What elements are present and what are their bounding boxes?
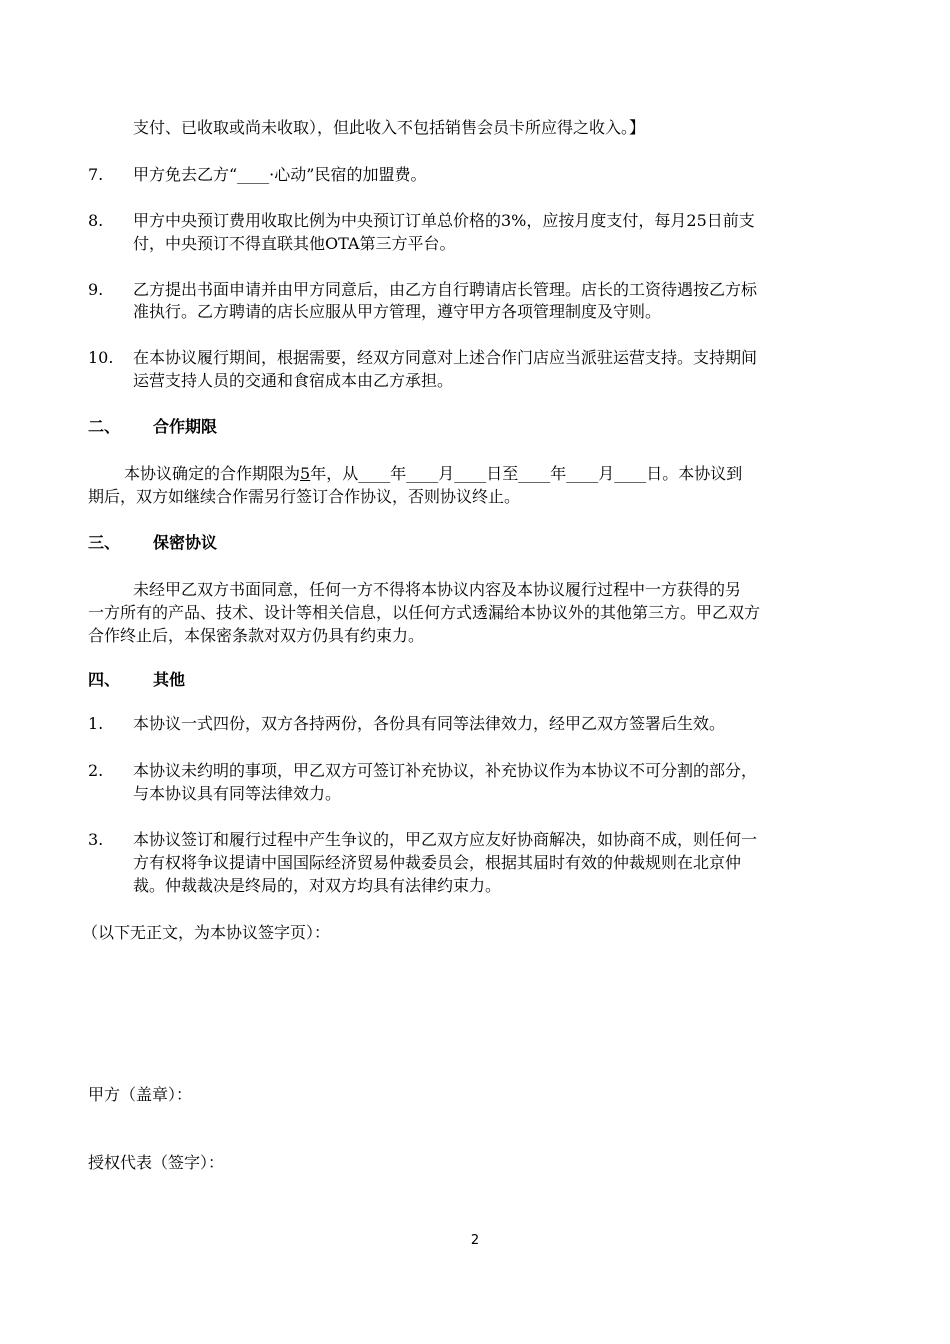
- section-heading: 合作期限: [153, 417, 218, 436]
- clause-number: 7.: [88, 165, 104, 184]
- clause-continuation: 支付、已收取或尚未收取），但此收入不包括销售会员卡所应得之收入。】: [133, 118, 646, 137]
- clause-9-text: 准执行。乙方聘请的店长应服从甲方管理，遵守甲方各项管理制度及守则。: [133, 302, 662, 321]
- other-clause-text: 与本协议具有同等法律效力。: [133, 784, 342, 803]
- confidentiality-text: 一方所有的产品、技术、设计等相关信息，以任何方式透漏给本协议外的其他第三方。甲乙双方: [88, 603, 761, 622]
- clause-number: 2.: [88, 761, 104, 780]
- term-years: 5: [300, 464, 311, 483]
- other-clause-text: 本协议签订和履行过程中产生争议的，甲乙双方应友好协商解决，如协商不成，则任何一: [133, 830, 758, 849]
- term-paragraph: [124, 464, 742, 484]
- section-heading: 其他: [153, 670, 186, 689]
- clause-number: 8.: [88, 211, 104, 230]
- other-clause-text: 方有权将争议提请中国国际经济贸易仲裁委员会，根据其届时有效的仲裁规则在北京仲: [133, 853, 742, 872]
- term-text: 本协议确定的合作期限为: [124, 464, 301, 483]
- clause-7-text: 甲方免去乙方“____·心动”民宿的加盟费。: [133, 165, 427, 184]
- confidentiality-text: 合作终止后，本保密条款对双方仍具有约束力。: [88, 626, 425, 645]
- other-clause-text: 裁。仲裁裁决是终局的，对双方均具有法律约束力。: [133, 876, 502, 895]
- section-number: 三、: [88, 533, 121, 552]
- section-heading: 保密协议: [153, 533, 218, 552]
- clause-number: 9.: [88, 280, 104, 299]
- section-number: 四、: [88, 670, 121, 689]
- clause-10-text: 在本协议履行期间，根据需要，经双方同意对上述合作门店应当派驻运营支持。支持期间: [133, 348, 758, 367]
- clause-number: 1.: [88, 714, 104, 733]
- term-text: 期后，双方如继续合作需另行签订合作协议，否则协议终止。: [88, 487, 521, 506]
- clause-8-text: 付，中央预订不得直联其他OTA第三方平台。: [133, 234, 456, 253]
- clause-number: 3.: [88, 830, 104, 849]
- party-a-seal-label: 甲方（盖章）：: [88, 1085, 193, 1104]
- term-text: 年，从____年____月____日至____年____月____日。本协议到: [310, 464, 743, 483]
- closing-note: （以下无正文，为本协议签字页）：: [82, 923, 331, 942]
- clause-9-text: 乙方提出书面申请并由甲方同意后，由乙方自行聘请店长管理。店长的工资待遇按乙方标: [133, 280, 758, 299]
- representative-signature-label: 授权代表（签字）：: [88, 1153, 225, 1172]
- section-number: 二、: [88, 417, 121, 436]
- clause-number: 10.: [88, 348, 114, 367]
- clause-10-text: 运营支持人员的交通和食宿成本由乙方承担。: [133, 371, 454, 390]
- page-number: 2: [470, 1233, 480, 1248]
- confidentiality-text: 未经甲乙双方书面同意，任何一方不得将本协议内容及本协议履行过程中一方获得的另: [133, 580, 742, 599]
- other-clause-text: 本协议一式四份，双方各持两份，各份具有同等法律效力，经甲乙双方签署后生效。: [133, 714, 726, 733]
- other-clause-text: 本协议未约明的事项，甲乙双方可签订补充协议，补充协议作为本协议不可分割的部分，: [133, 761, 758, 780]
- clause-8-text: 甲方中央预订费用收取比例为中央预订订单总价格的3%，应按月度支付，每月25日前支: [133, 211, 755, 230]
